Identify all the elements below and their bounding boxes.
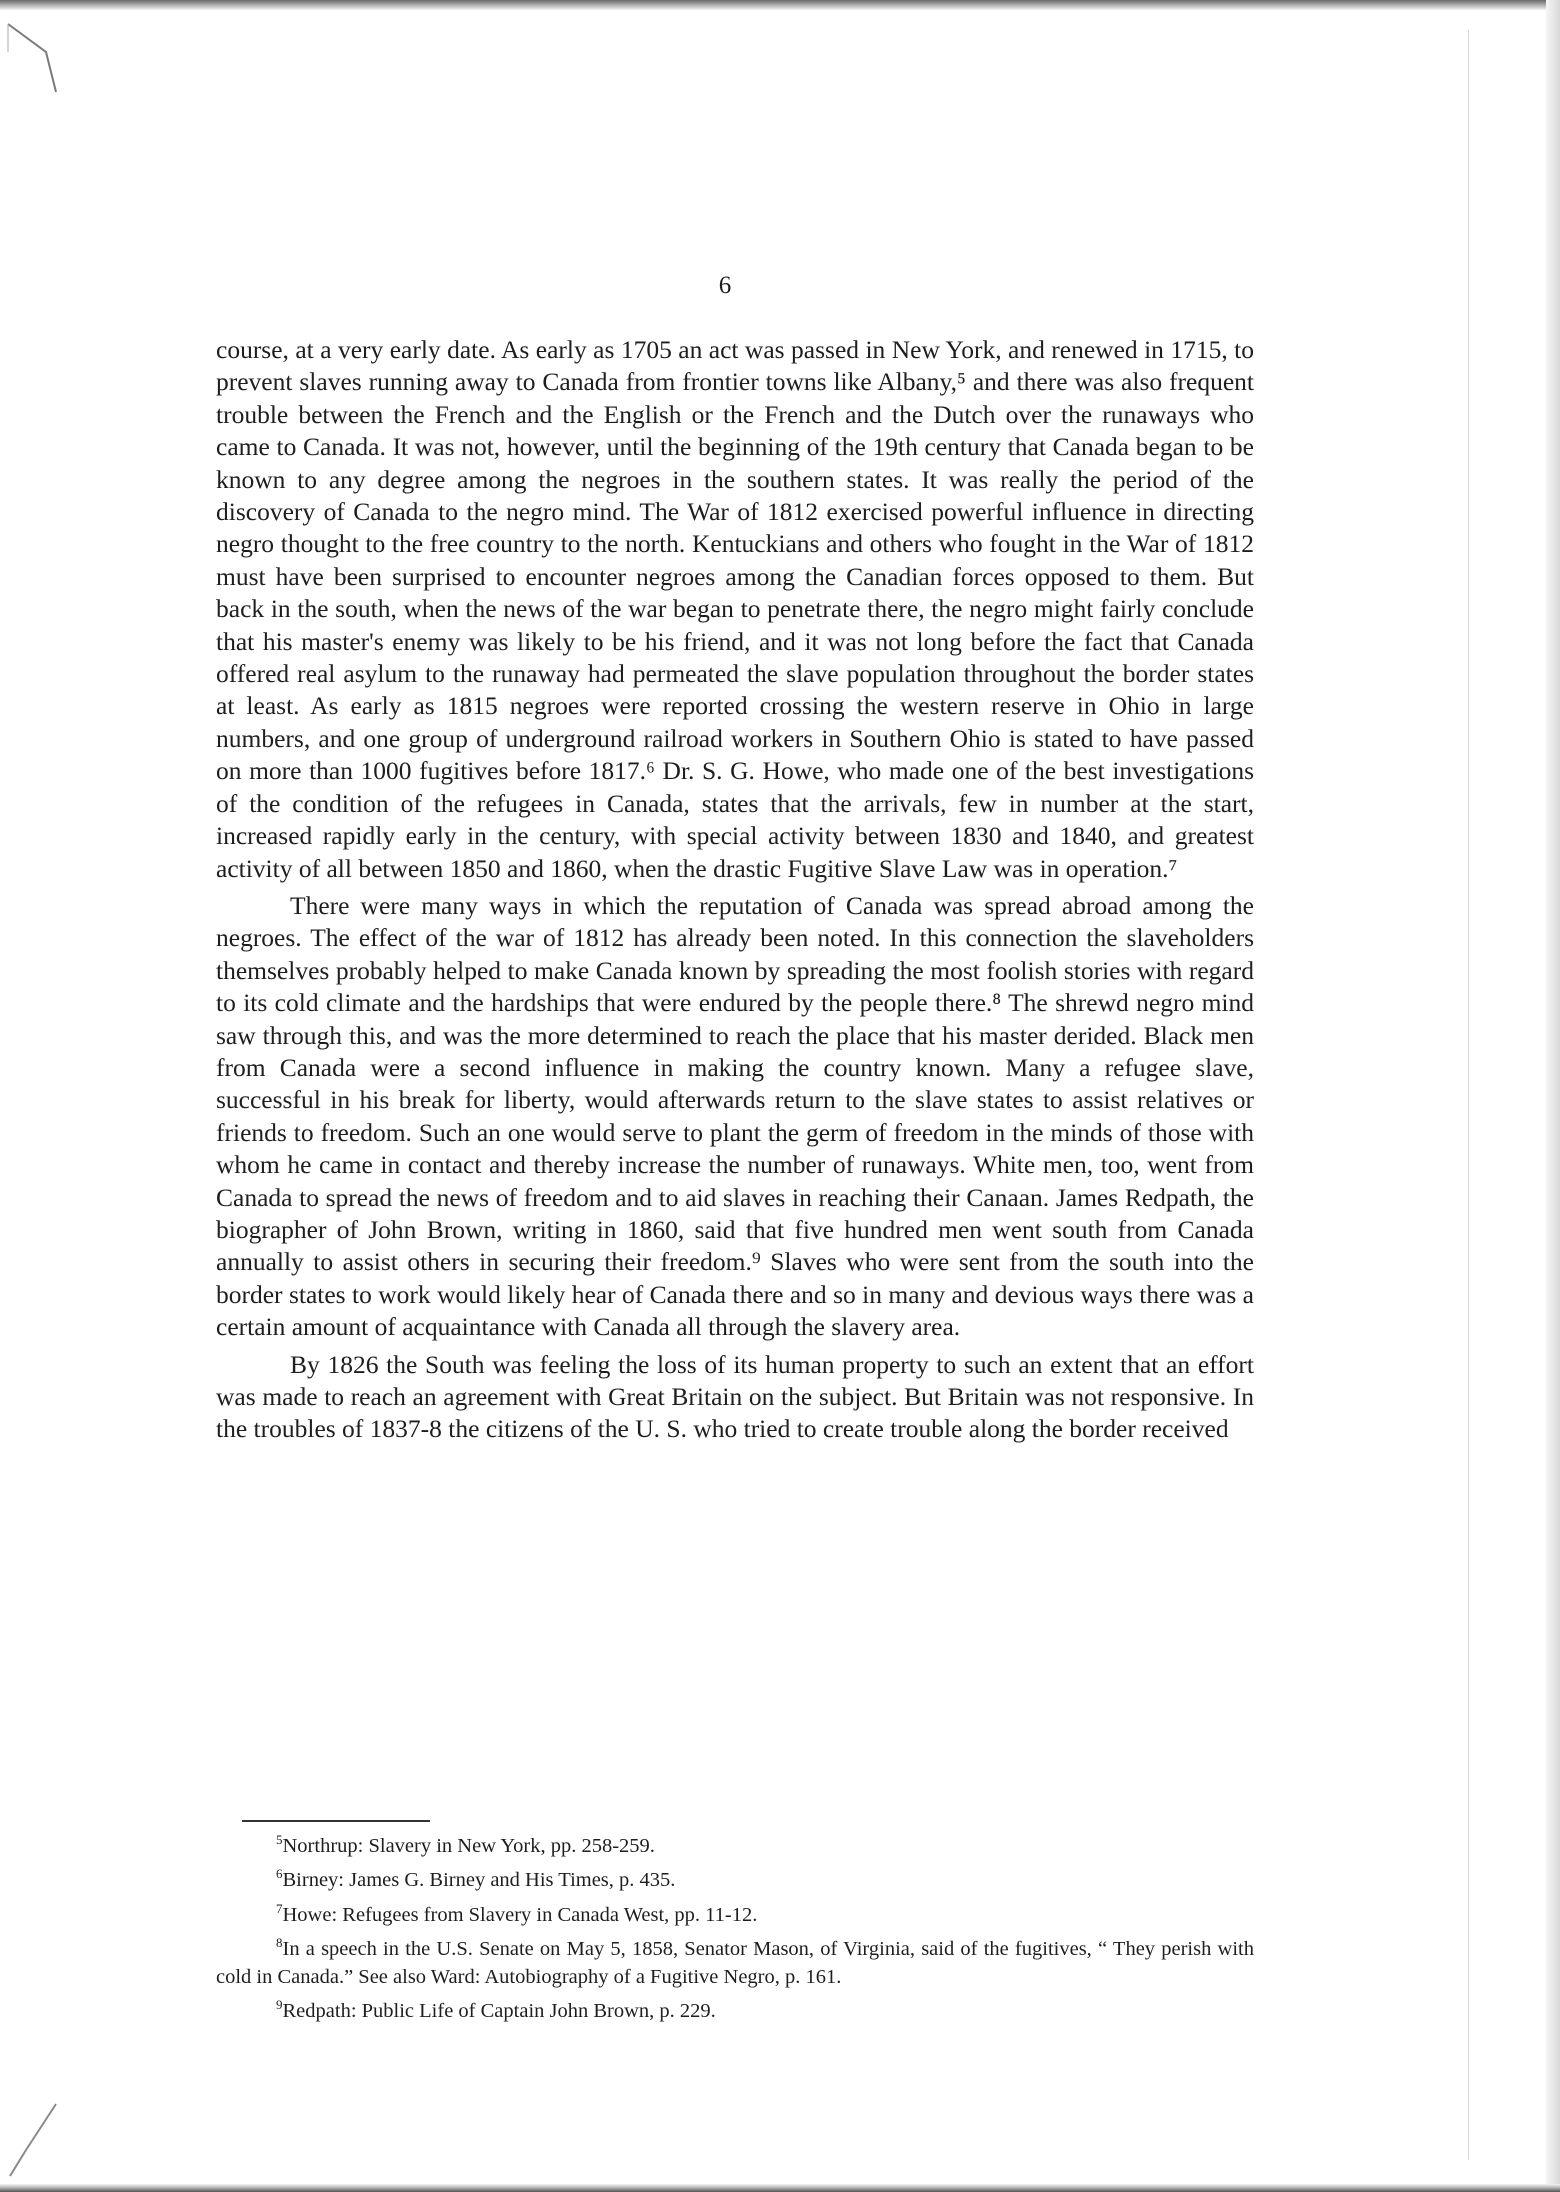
footnote-mark: 6: [276, 1866, 283, 1882]
footnote-6: [216, 1860, 1254, 1894]
footnote-text: In a speech in the U.S. Senate on May 5, 1858, Senator Mason, of Virginia, said of the fugitives, “ They perish with cold in Canada.” See also Ward: Autobiography of a Fugitive Negro, p. 161.: [216, 1938, 1254, 1988]
footnote-mark: 5: [276, 1832, 283, 1847]
paragraph-2: There were many ways in which the reputation of Canada was spread abroad among the negroes. The effect of the war of 1812 has already been noted. In this connection the slaveholders themselves probably helped to make Canada known by spreading the most foolish stories with regard to its cold climate and the hardships that were endured by the people there.⁸ The shrewd negro mind saw through this, and was the more determined to reach the place that his master derided. Black men from Canada were a second influence in making the country known. Many a refugee slave, successful in his break for liberty, would afterwards return to the slave states to assist relatives or friends to freedom. Such an one would serve to plant the germ of freedom in the minds of those with whom he came in contact and thereby increase the number of runaways. White men, too, went from Canada to spread the news of freedom and to aid slaves in reaching their Canaan. James Redpath, the biographer of John Brown, writing in 1860, said that five hundred men went south from Canada annually to assist others in securing their freedom.⁹ Slaves who were sent from the south into the border states to work would likely hear of Canada there and so in many and devious ways there was a certain amount of acquaintance with Canada all through the slavery area.: [216, 890, 1254, 1342]
page-number: 6: [718, 272, 732, 299]
scan-bottom-edge: [0, 2184, 1560, 2192]
footnote-text: Howe: Refugees from Slavery in Canada West, pp. 11-12.: [282, 1903, 758, 1926]
footnote-mark: 8: [276, 1935, 283, 1951]
scan-right-edge: [1546, 0, 1560, 2192]
footnote-text: Birney: James G. Birney and His Times, p. 435.: [282, 1869, 676, 1892]
footnotes: [216, 1826, 1254, 2026]
footnote-7: [216, 1895, 1254, 1929]
paragraph-1: course, at a very early date. As early as 1705 an act was passed in New York, and renewed in 1715, to prevent slaves running away to Canada from frontier towns like Albany,⁵ and there was also frequent trouble between the French and the English or the French and the Dutch over the runaways who came to Canada. It was not, however, until the beginning of the 19th century that Canada began to be known to any degree among the negroes in the southern states. It was really the period of the discovery of Canada to the negro mind. The War of 1812 exercised powerful influence in directing negro thought to the free country to the north. Kentuckians and others who fought in the War of 1812 must have been surprised to encounter negroes among the Canadian forces opposed to them. But back in the south, when the news of the war began to penetrate there, the negro might fairly conclude that his master's enemy was likely to be his friend, and it was not long before the fact that Canada offered real asylum to the runaway had permeated the slave population throughout the border states at least. As early as 1815 negroes were reported crossing the western reserve in Ohio in large numbers, and one group of underground railroad workers in Southern Ohio is stated to have passed on more than 1000 fugitives before 1817.⁶ Dr. S. G. Howe, who made one of the best investigations of the condition of the refugees in Canada, states that the arrivals, few in number at the start, increased rapidly early in the century, with special activity between 1830 and 1840, and greatest activity of all between 1850 and 1860, when the drastic Fugitive Slave Law was in operation.⁷: [216, 335, 1254, 883]
footnote-9: [216, 1991, 1254, 2025]
scan-top-edge: [0, 0, 1560, 10]
footnote-8: [216, 1929, 1254, 1991]
corner-fold-top-left: [6, 22, 66, 102]
footnote-mark: 9: [276, 1997, 283, 2013]
footnote-mark: 7: [276, 1900, 283, 1916]
page-fold-line: [1468, 30, 1469, 2160]
footnote-5: [216, 1826, 1254, 1860]
footnote-rule: [242, 1820, 430, 1822]
footnote-text: Redpath: Public Life of Captain John Brown, p. 229.: [282, 2000, 716, 2023]
corner-fold-bottom-left: [6, 2100, 66, 2180]
footnote-text: Northrup: Slavery in New York, pp. 258-259.: [282, 1834, 655, 1857]
body-text: [216, 334, 1254, 1451]
paragraph-3: By 1826 the South was feeling the loss of its human property to such an extent that an effort was made to reach an agreement with Great Britain on the subject. But Britain was not responsive. In the troubles of 1837-8 the citizens of the U. S. who tried to create trouble along the border received: [216, 1349, 1254, 1444]
